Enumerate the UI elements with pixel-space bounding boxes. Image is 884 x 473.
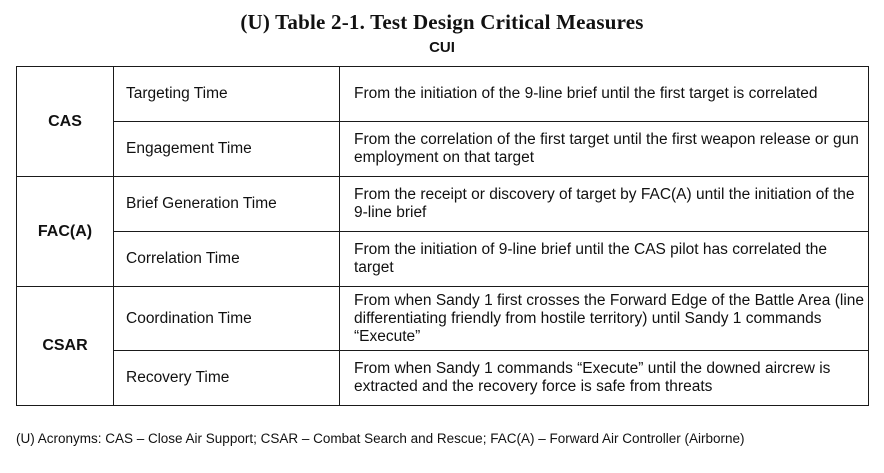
table-row [17,177,869,232]
table-caption: (U) Table 2-1. Test Design Critical Measures [240,10,644,34]
acronyms-footnote: (U) Acronyms: CAS – Close Air Support; CSAR – Combat Search and Rescue; FAC(A) – Forward Air Controller (Airborne) [16,431,745,446]
measure-name: Targeting Time [114,67,340,122]
measure-name: Recovery Time [114,351,340,406]
measure-name: Coordination Time [114,287,340,351]
table-row [17,287,869,351]
category-cell-faca: FAC(A) [17,177,114,287]
measure-definition: From when Sandy 1 commands “Execute” until the downed aircrew is extracted and the recovery force is safe from threats [340,351,869,406]
table-row [17,351,869,406]
table-row [17,122,869,177]
table-row [17,67,869,122]
critical-measures-table [16,66,869,406]
measure-name: Brief Generation Time [114,177,340,232]
measure-name: Engagement Time [114,122,340,177]
measure-definition: From the receipt or discovery of target by FAC(A) until the initiation of the 9-line brief [340,177,869,232]
category-cell-cas: CAS [17,67,114,177]
measure-definition: From the initiation of 9-line brief until the CAS pilot has correlated the target [340,232,869,287]
measure-definition: From the correlation of the first target until the first weapon release or gun employment on that target [340,122,869,177]
measure-definition: From when Sandy 1 first crosses the Forward Edge of the Battle Area (line differentiating friendly from hostile territory) until Sandy 1 commands “Execute” [340,287,869,351]
measure-name: Correlation Time [114,232,340,287]
cui-marking: CUI [429,39,455,56]
table-row [17,232,869,287]
category-cell-csar: CSAR [17,287,114,406]
measure-definition: From the initiation of the 9-line brief until the first target is correlated [340,67,869,122]
